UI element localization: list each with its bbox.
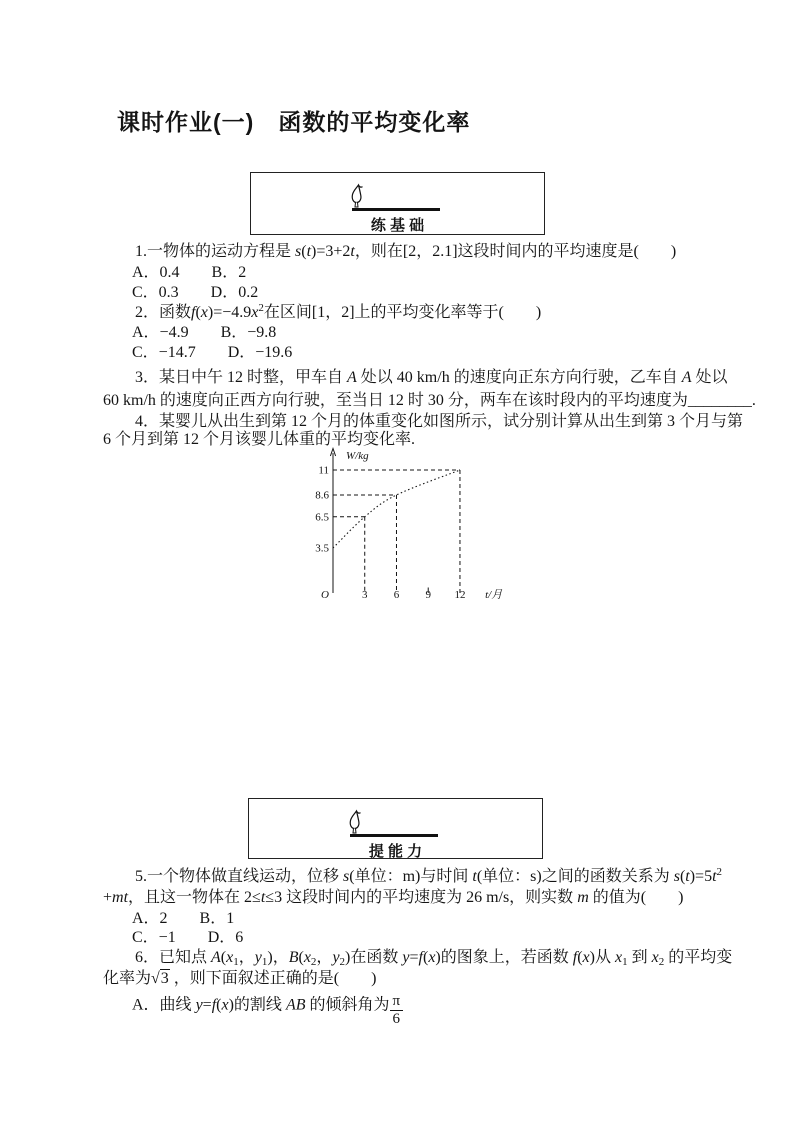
problem-5-line-2: +mt，且这一物体在 2≤t≤3 这段时间内的平均速度为 26 m/s，则实数 m 的值为( ) [103, 889, 684, 906]
problem-2-options-ab: A．−4.9 B．−9.8 [132, 324, 277, 341]
svg-text:W/kg: W/kg [346, 450, 369, 462]
problem-6-line-2: 化率为√3 ，则下面叙述正确的是( ) [103, 970, 377, 987]
problem-5-options-cd: C．−1 D．6 [132, 929, 244, 946]
svg-text:11: 11 [318, 464, 329, 477]
svg-text:O: O [321, 589, 329, 601]
weight-time-chart [315, 446, 530, 606]
problem-2-options-cd: C．−14.7 D．−19.6 [132, 344, 293, 361]
problem-1-options-ab: A．0.4 B．2 [132, 264, 247, 281]
problem-3-line-1: 3．某日中午 12 时整，甲车自 A 处以 40 km/h 的速度向正东方向行驶，乙车自 A 处以 [135, 369, 728, 386]
problem-3-line-2: 60 km/h 的速度向正西方向行驶，至当日 12 时 30 分，两车在该时段内的平均速度为________. [103, 392, 756, 409]
section-box-basic [250, 172, 545, 235]
svg-text:3: 3 [361, 589, 368, 601]
svg-text:8.6: 8.6 [315, 489, 329, 502]
problem-5-options-ab: A．2 B．1 [132, 910, 235, 927]
svg-text:12: 12 [454, 589, 466, 601]
problem-1-stem: 1.一物体的运动方程是 s(t)=3+2t，则在[2，2.1]这段时间内的平均速度是( ) [135, 243, 677, 260]
weight-time-chart-svg [315, 446, 530, 606]
problem-4-line-2: 6 个月到第 12 个月该婴儿体重的平均变化率. [103, 431, 416, 448]
page-title: 课时作业(一) 函数的平均变化率 [117, 109, 471, 135]
svg-text:3.5: 3.5 [315, 542, 329, 555]
section-label-advanced: 提 能 力 [368, 843, 423, 860]
svg-text:t/月: t/月 [485, 589, 503, 601]
svg-text:6.5: 6.5 [315, 511, 329, 524]
problem-2-stem: 2．函数$f(x)=-4.9x^2$在区间[1，2]上的平均变化率等于( ) [135, 302, 542, 321]
problem-1-options-cd: C．0.3 D．0.2 [132, 284, 259, 301]
section-label-basic: 练 基 础 [370, 217, 425, 234]
problem-5-line-1: 5.一个物体做直线运动，位移 s(单位：m)与时间 t(单位：s)之间的函数关系为 $s(t)=5t^2$ [135, 866, 723, 885]
problem-6-option-a: A．曲线 y=f(x)的割线 AB 的倾斜角为 $\frac{\pi}{6}$ [103, 993, 403, 1027]
section-underline [352, 208, 440, 211]
problem-4-line-1: 4．某婴儿从出生到第 12 个月的体重变化如图所示，试分别计算从出生到第 3 个月与第 [135, 413, 744, 430]
svg-text:9: 9 [425, 589, 431, 601]
svg-text:6: 6 [393, 589, 400, 601]
problem-6-line-1: 6．已知点 $A(x_1$，$y_1$)，$B(x_2$，$y_2$)在函数 y=f(x)的图象上，若函数 f(x)从 $x_1$ 到 $x_2$ 的平均变 [135, 949, 733, 968]
section-underline [350, 834, 438, 837]
section-box-advanced [248, 798, 543, 859]
